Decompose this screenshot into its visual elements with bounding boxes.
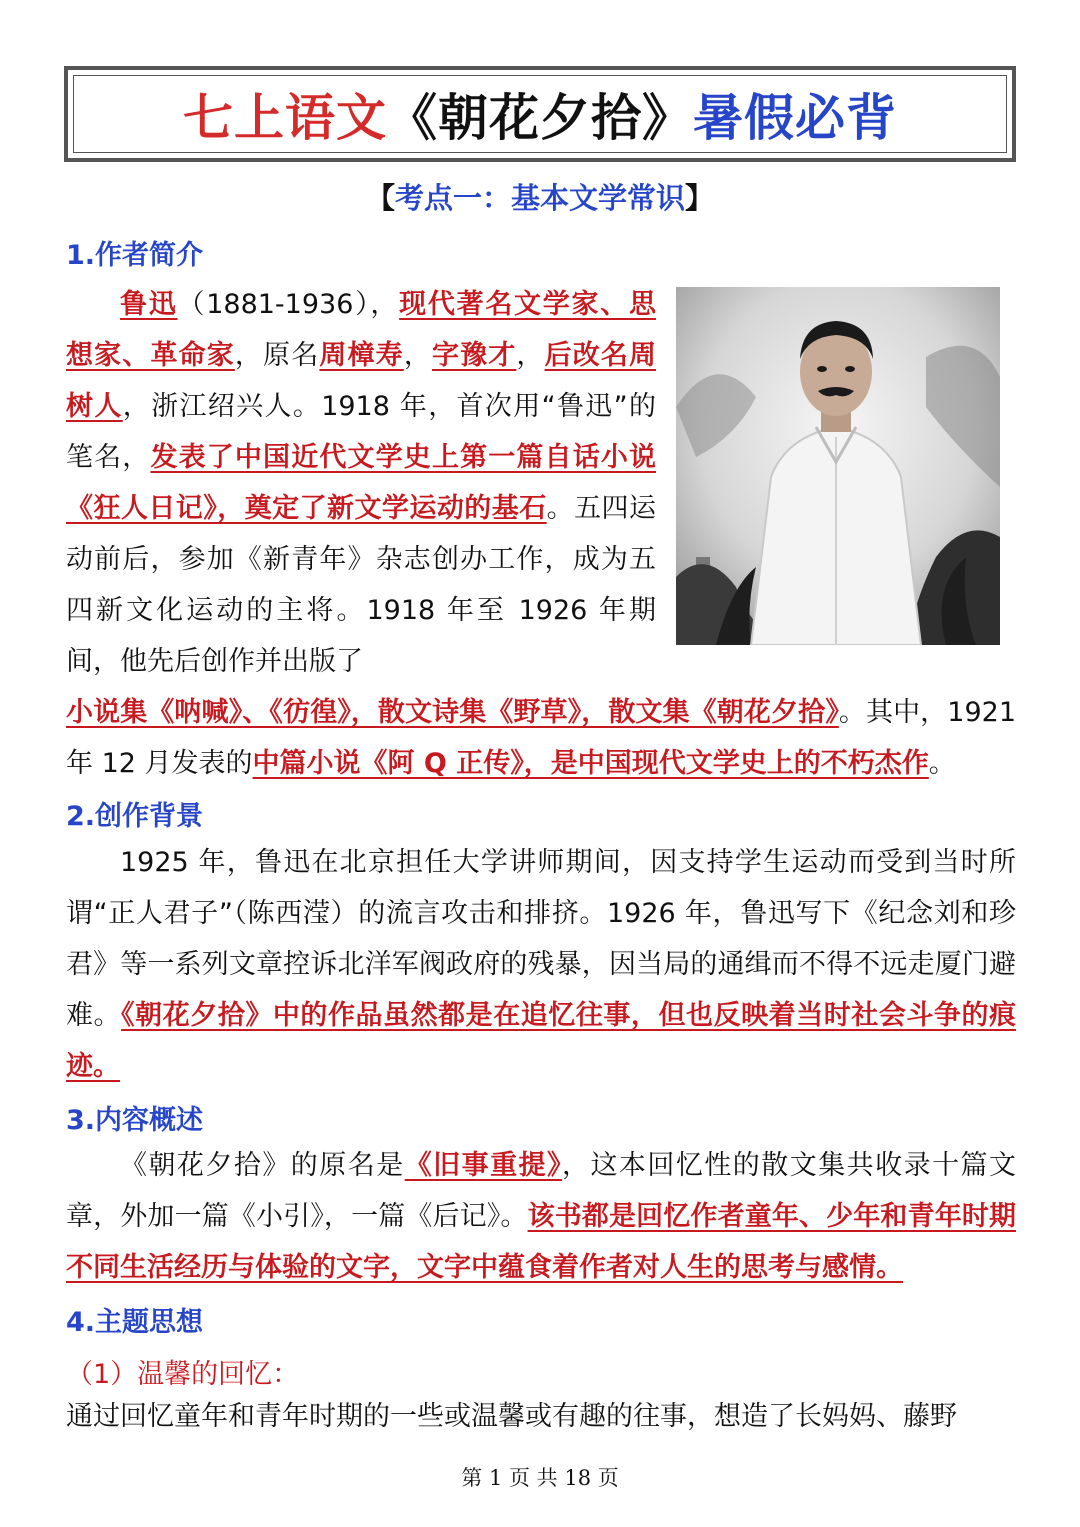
author-intro-paragraph — [66, 279, 656, 687]
title-frame — [64, 66, 1016, 162]
text-seg: 中篇小说《阿 Q 正传》，是中国现代文学史上的不朽杰作 — [252, 748, 929, 779]
section-label: 考点一：基本文学常识 — [394, 181, 685, 215]
portrait-illustration — [676, 287, 1000, 645]
text-seg: 小说集《呐喊》、《彷徨》，散文诗集《野草》，散文集《朝花夕拾》 — [66, 697, 839, 728]
text-seg: 。五四运动前后，参加《新青年》杂志创办工作，成为五四新文化运动的主将。1918 年至 1926 年期间，他先后创作并出版了 — [66, 493, 657, 677]
text-seg: 后改名周树人 — [66, 340, 657, 422]
summary-paragraph — [66, 1140, 1016, 1293]
section-header — [0, 176, 1080, 217]
heading-theme: 4.主题思想 — [66, 1307, 204, 1338]
text-seg: ， — [403, 340, 432, 371]
text-seg: 周樟寿 — [319, 340, 404, 371]
heading-author-intro: 1.作者简介 — [66, 240, 204, 271]
title-part-1: 七上语文 — [183, 88, 387, 147]
text-seg: ，原名 — [234, 340, 320, 371]
heading-background: 2.创作背景 — [66, 801, 204, 832]
text-seg: 《朝花夕拾》中的作品虽然都是在追忆往事，但也反映着当时社会斗争的痕迹。 — [66, 1000, 1017, 1082]
background-paragraph — [66, 837, 1016, 1092]
theme-paragraph: 通过回忆童年和青年时期的一些或温馨或有趣的往事，想造了长妈妈、藤野 — [66, 1401, 957, 1432]
author-portrait-image — [676, 287, 1000, 645]
text-seg: 鲁迅 — [120, 289, 178, 320]
text-seg: 字豫才 — [431, 340, 517, 371]
theme-subheading: （1）温馨的回忆： — [66, 1359, 300, 1390]
bracket-close: 】 — [685, 181, 715, 215]
text-seg: 。 — [928, 748, 956, 779]
text-seg: 现代著名文学家、思想家、革命家 — [66, 289, 657, 371]
page-footer: 第 1 页 共 18 页 — [461, 1466, 619, 1490]
text-seg: ，这本回忆性的散文集共收录十篇文章，外加一篇《小引》，一篇《后记》。 — [66, 1150, 1017, 1232]
text-seg: 该书都是回忆作者童年、少年和青年时期不同生活经历与体验的文字，文字中蕴食着作者对人生的思考与感情。 — [66, 1201, 1017, 1283]
text-seg: ， — [516, 340, 545, 371]
text-seg: ，浙江绍兴人。1918 年，首次用“鲁迅”的笔名， — [66, 391, 657, 473]
text-seg: 发表了中国近代文学史上第一篇自话小说《狂人日记》，奠定了新文学运动的基石 — [66, 442, 657, 524]
bracket-open: 【 — [365, 181, 395, 215]
author-intro-continued — [66, 687, 1016, 789]
title-part-2: 《朝花夕拾》 — [387, 88, 693, 147]
text-seg: （1881-1936）， — [177, 289, 400, 320]
text-seg: 《旧事重提》 — [404, 1150, 562, 1181]
title-part-3: 暑假必背 — [693, 88, 897, 147]
page-title — [73, 75, 1007, 153]
text-seg: 《朝花夕拾》的原名是 — [120, 1150, 405, 1181]
text-seg: 1925 年，鲁迅在北京担任大学讲师期间，因支持学生运动而受到当时所谓“正人君子”（陈西滢）的流言攻击和排挤。1926 年，鲁迅写下《纪念刘和珍君》等一系列文章控诉北洋军阀政府的残暴，因当局的通缉而不得不远走厦门避难。 — [66, 847, 1016, 1031]
heading-summary: 3.内容概述 — [66, 1105, 204, 1136]
text-seg: 。其中，1921 年 12 月发表的 — [66, 697, 1017, 779]
